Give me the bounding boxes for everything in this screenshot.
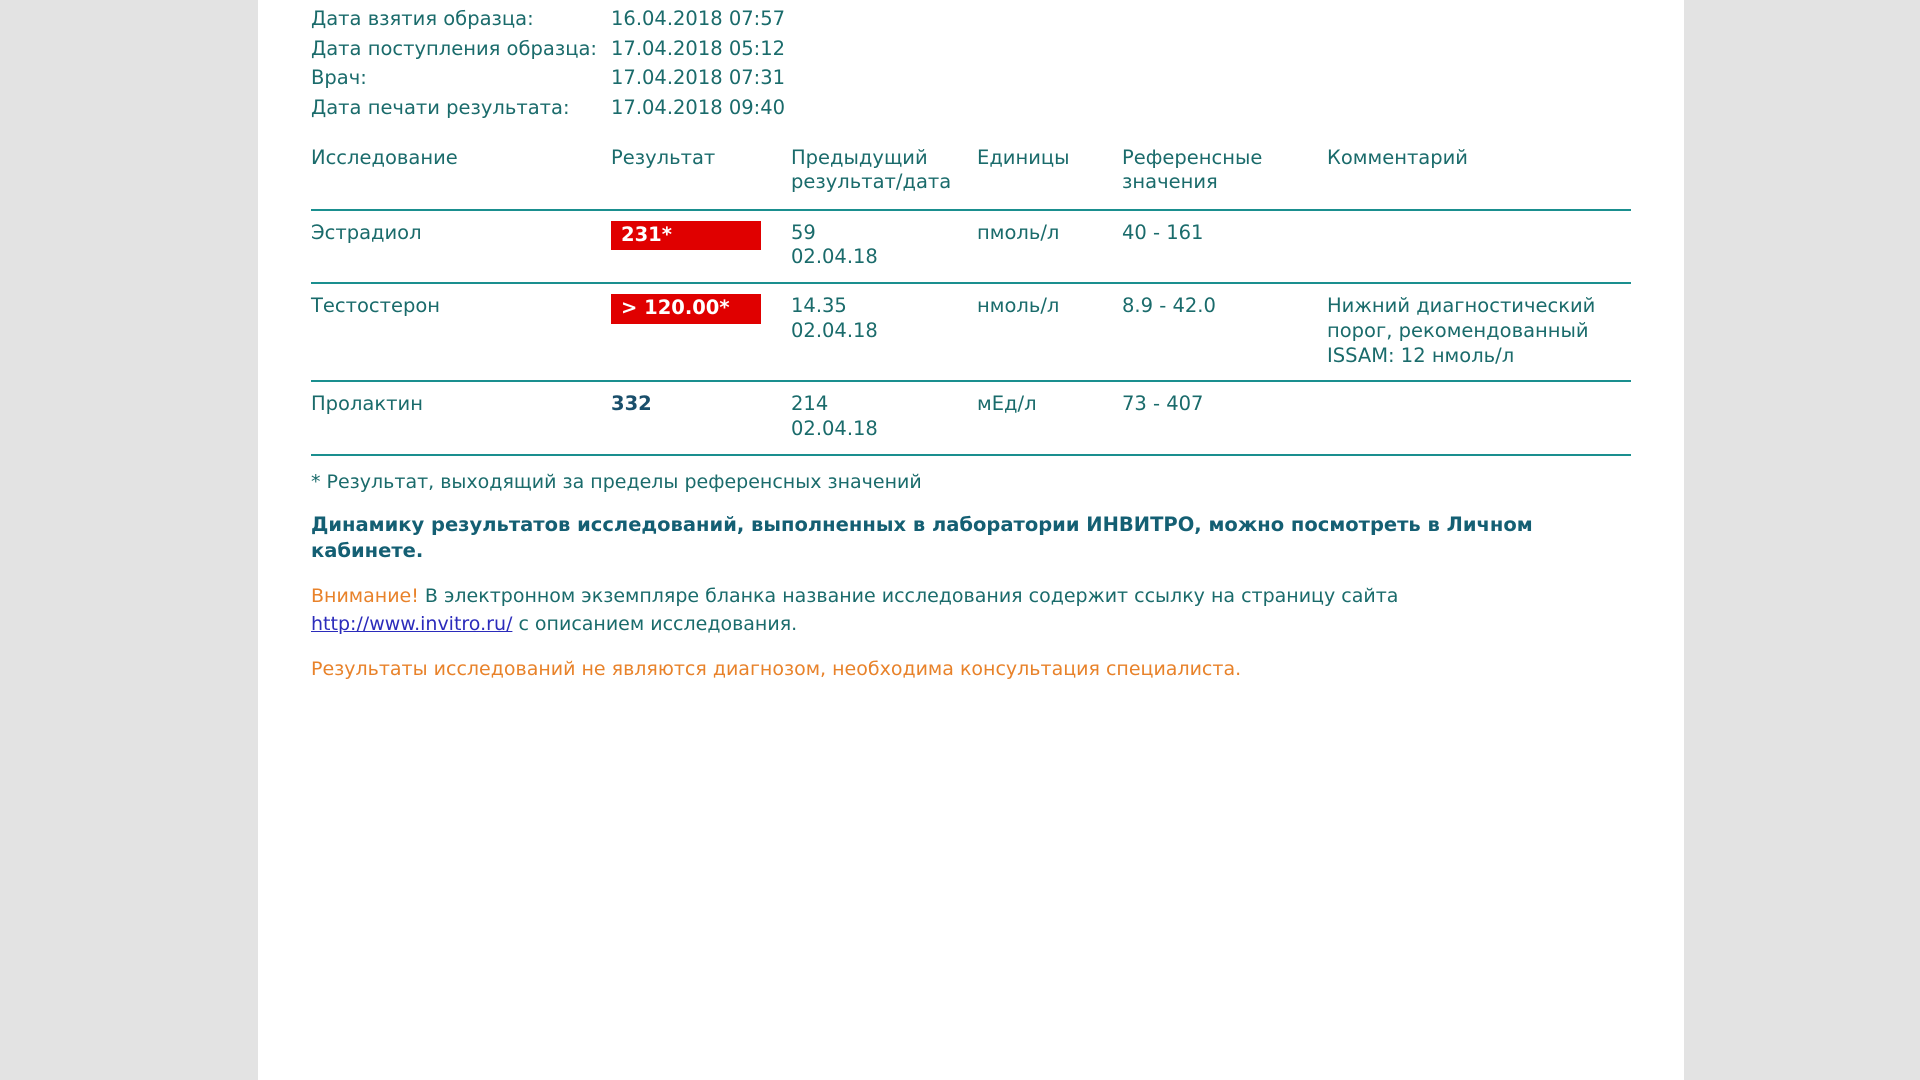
test-units: пмоль/л	[977, 220, 1060, 244]
meta-value: 17.04.2018 07:31	[611, 66, 786, 90]
previous-value: 14.35	[791, 294, 847, 318]
sample-meta-body	[311, 4, 785, 123]
results-header	[311, 146, 1631, 210]
previous-date: 02.04.18	[791, 417, 878, 441]
disclaimer-note: Результаты исследований не являются диагнозом, необходима консультация специалиста.	[311, 658, 1242, 681]
column-header-test: Исследование	[311, 145, 458, 169]
test-name[interactable]: Тестостерон	[311, 294, 441, 318]
reference-range: 73 - 407	[1122, 392, 1204, 416]
previous-result	[791, 381, 977, 455]
meta-label: Дата взятия образца:	[311, 7, 534, 30]
column-header-reference: Референсные значения	[1122, 145, 1263, 194]
column-header-previous: Предыдущий результат/дата	[791, 145, 952, 194]
meta-value: 17.04.2018 09:40	[611, 96, 786, 120]
test-result	[611, 381, 791, 455]
meta-row	[311, 34, 785, 64]
table-row	[311, 283, 1631, 381]
attention-note	[311, 583, 1551, 638]
meta-value: 17.04.2018 05:12	[611, 36, 786, 60]
previous-date: 02.04.18	[791, 245, 878, 269]
asterisk-note: * Результат, выходящий за пределы референсных значений	[311, 470, 922, 493]
meta-value: 16.04.2018 07:57	[611, 7, 786, 30]
table-row	[311, 210, 1631, 284]
document-content	[311, 0, 1631, 683]
reference-range: 40 - 161	[1122, 220, 1204, 244]
test-result	[611, 283, 791, 381]
attention-tail: с описанием исследования.	[512, 612, 798, 635]
reference-range: 8.9 - 42.0	[1122, 294, 1216, 318]
table-row	[311, 381, 1631, 455]
test-comment	[1327, 381, 1631, 455]
results-header-row	[311, 146, 1631, 210]
test-comment: Нижний диагностический порог, рекомендованный ISSAM: 12 нмоль/л	[1327, 294, 1596, 367]
meta-row	[311, 63, 785, 93]
meta-label: Врач:	[311, 66, 367, 90]
meta-label: Дата поступления образца:	[311, 36, 597, 60]
column-header-result: Результат	[611, 145, 716, 169]
result-value: 332	[611, 392, 652, 416]
test-units: нмоль/л	[977, 294, 1060, 318]
previous-value: 214	[791, 392, 829, 416]
sample-meta-table	[311, 4, 785, 123]
test-comment	[1327, 210, 1631, 284]
result-flag-badge: > 120.00*	[611, 294, 761, 324]
previous-date: 02.04.18	[791, 318, 878, 342]
test-units: мЕд/л	[977, 392, 1037, 416]
test-result	[611, 210, 791, 284]
previous-value: 59	[791, 220, 816, 244]
meta-label: Дата печати результата:	[311, 96, 570, 120]
dynamics-note: Динамику результатов исследований, выполненных в лаборатории ИНВИТРО, можно посмотреть в Личном кабинете.	[311, 512, 1533, 563]
invitro-link[interactable]: http://www.invitro.ru/	[311, 612, 513, 635]
results-body	[311, 210, 1631, 455]
column-header-units: Единицы	[977, 145, 1070, 169]
meta-row	[311, 4, 785, 34]
previous-result	[791, 210, 977, 284]
document-page	[258, 0, 1684, 1080]
attention-text: В электронном экземпляре бланка название исследования содержит ссылку на страницу сайта	[418, 585, 1399, 608]
column-header-comment: Комментарий	[1327, 145, 1468, 169]
test-name[interactable]: Пролактин	[311, 392, 423, 416]
meta-row	[311, 93, 785, 123]
test-name[interactable]: Эстрадиол	[311, 220, 422, 244]
attention-label: Внимание!	[311, 585, 419, 608]
results-table	[311, 146, 1631, 456]
previous-result	[791, 283, 977, 381]
result-flag-badge: 231*	[611, 221, 761, 251]
